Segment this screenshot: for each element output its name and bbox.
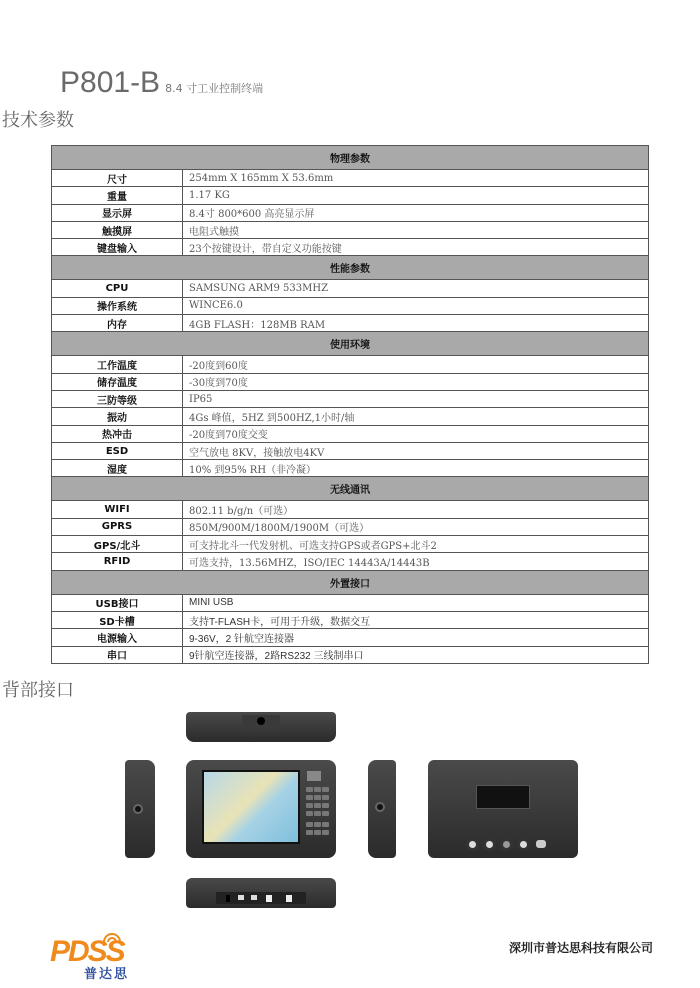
table-row	[52, 356, 649, 373]
row-label: 重量	[52, 187, 183, 204]
row-value: 8.4寸 800*600 高亮显示屏	[183, 204, 649, 221]
group-header-physical: 物理参数	[52, 146, 649, 170]
table-row	[52, 442, 649, 459]
row-label: 热冲击	[52, 425, 183, 442]
table-row	[52, 460, 649, 477]
row-value: 空气放电 8KV，接触放电4KV	[183, 442, 649, 459]
row-value: 9-36V，2 针航空连接器	[183, 629, 649, 646]
row-value: 可支持北斗一代发射机、可选支持GPS或者GPS+北斗2	[183, 536, 649, 553]
row-value: 9针航空连接器，2路RS232 三线制串口	[183, 646, 649, 663]
row-label: 电源输入	[52, 629, 183, 646]
table-row	[52, 646, 649, 663]
row-value: 850M/900M/1800M/1900M（可选）	[183, 518, 649, 535]
product-photos	[0, 700, 700, 920]
row-value: 4GB FLASH：128MB RAM	[183, 315, 649, 332]
device-screen-map	[202, 770, 300, 844]
row-value: 支持T-FLASH卡，可用于升级，数据交互	[183, 611, 649, 628]
section-heading-specs: 技术参数	[2, 110, 74, 131]
table-row	[52, 553, 649, 570]
row-value: 电阻式触摸	[183, 221, 649, 238]
company-name: 深圳市普达思科技有限公司	[509, 941, 654, 955]
rear-port-4	[517, 838, 530, 851]
row-label: 内存	[52, 315, 183, 332]
group-header-external-ports: 外置接口	[52, 570, 649, 594]
row-value: 254mm X 165mm X 53.6mm	[183, 170, 649, 187]
rear-port-2	[483, 838, 496, 851]
row-value: -20度到70度交变	[183, 425, 649, 442]
spec-table	[51, 145, 649, 664]
table-row	[52, 536, 649, 553]
row-label: USB接口	[52, 594, 183, 611]
table-row	[52, 518, 649, 535]
row-label: 串口	[52, 646, 183, 663]
device-left-side-view	[125, 760, 155, 858]
table-row	[52, 611, 649, 628]
rear-port-1	[466, 838, 479, 851]
row-value: SAMSUNG ARM9 533MHZ	[183, 280, 649, 297]
logo-chinese: 普达思	[84, 967, 130, 982]
row-label: RFID	[52, 553, 183, 570]
row-label: WIFI	[52, 501, 183, 518]
row-label: 触摸屏	[52, 221, 183, 238]
row-label: CPU	[52, 280, 183, 297]
row-value: MINI USB	[183, 594, 649, 611]
row-label: 工作温度	[52, 356, 183, 373]
row-label: GPS/北斗	[52, 536, 183, 553]
table-row	[52, 408, 649, 425]
row-label: GPRS	[52, 518, 183, 535]
table-row	[52, 629, 649, 646]
table-row	[52, 204, 649, 221]
group-header-performance: 性能参数	[52, 256, 649, 280]
row-value: 1.17 KG	[183, 187, 649, 204]
row-value: IP65	[183, 390, 649, 407]
logo-latin: PDSS	[50, 935, 124, 968]
product-title	[60, 66, 263, 100]
table-row	[52, 239, 649, 256]
table-row	[52, 373, 649, 390]
table-row	[52, 280, 649, 297]
model-subtitle: 8.4 寸工业控制终端	[165, 82, 264, 95]
table-row	[52, 594, 649, 611]
row-label: 湿度	[52, 460, 183, 477]
row-label: 操作系统	[52, 297, 183, 314]
row-label: 振动	[52, 408, 183, 425]
table-row	[52, 297, 649, 314]
row-label: 键盘输入	[52, 239, 183, 256]
row-value: -30度到70度	[183, 373, 649, 390]
row-label: 尺寸	[52, 170, 183, 187]
table-row	[52, 170, 649, 187]
table-row	[52, 221, 649, 238]
device-right-side-view	[368, 760, 396, 858]
section-heading-rear: 背部接口	[2, 680, 74, 701]
row-label: SD卡槽	[52, 611, 183, 628]
row-value: 4Gs 峰值，5HZ 到500HZ,1小时/轴	[183, 408, 649, 425]
table-row	[52, 187, 649, 204]
row-label: 显示屏	[52, 204, 183, 221]
row-value: 可选支持，13.56MHZ，ISO/IEC 14443A/14443B	[183, 553, 649, 570]
device-nameplate	[476, 785, 530, 809]
row-value: WINCE6.0	[183, 297, 649, 314]
table-row	[52, 315, 649, 332]
rear-port-3	[500, 838, 513, 851]
row-label: 三防等级	[52, 390, 183, 407]
row-label: 储存温度	[52, 373, 183, 390]
company-logo	[22, 935, 162, 982]
device-top-view	[186, 712, 336, 742]
group-header-wireless: 无线通讯	[52, 477, 649, 501]
model-name: P801-B	[60, 66, 161, 99]
row-value: -20度到60度	[183, 356, 649, 373]
device-front-view	[186, 760, 336, 858]
table-row	[52, 501, 649, 518]
table-row	[52, 425, 649, 442]
table-row	[52, 390, 649, 407]
row-value: 802.11 b/g/n（可选）	[183, 501, 649, 518]
row-label: ESD	[52, 442, 183, 459]
row-value: 23个按键设计，带自定义功能按键	[183, 239, 649, 256]
device-back-view	[428, 760, 578, 858]
device-bottom-view	[186, 878, 336, 908]
row-value: 10% 到95% RH（非冷凝）	[183, 460, 649, 477]
group-header-environment: 使用环境	[52, 332, 649, 356]
